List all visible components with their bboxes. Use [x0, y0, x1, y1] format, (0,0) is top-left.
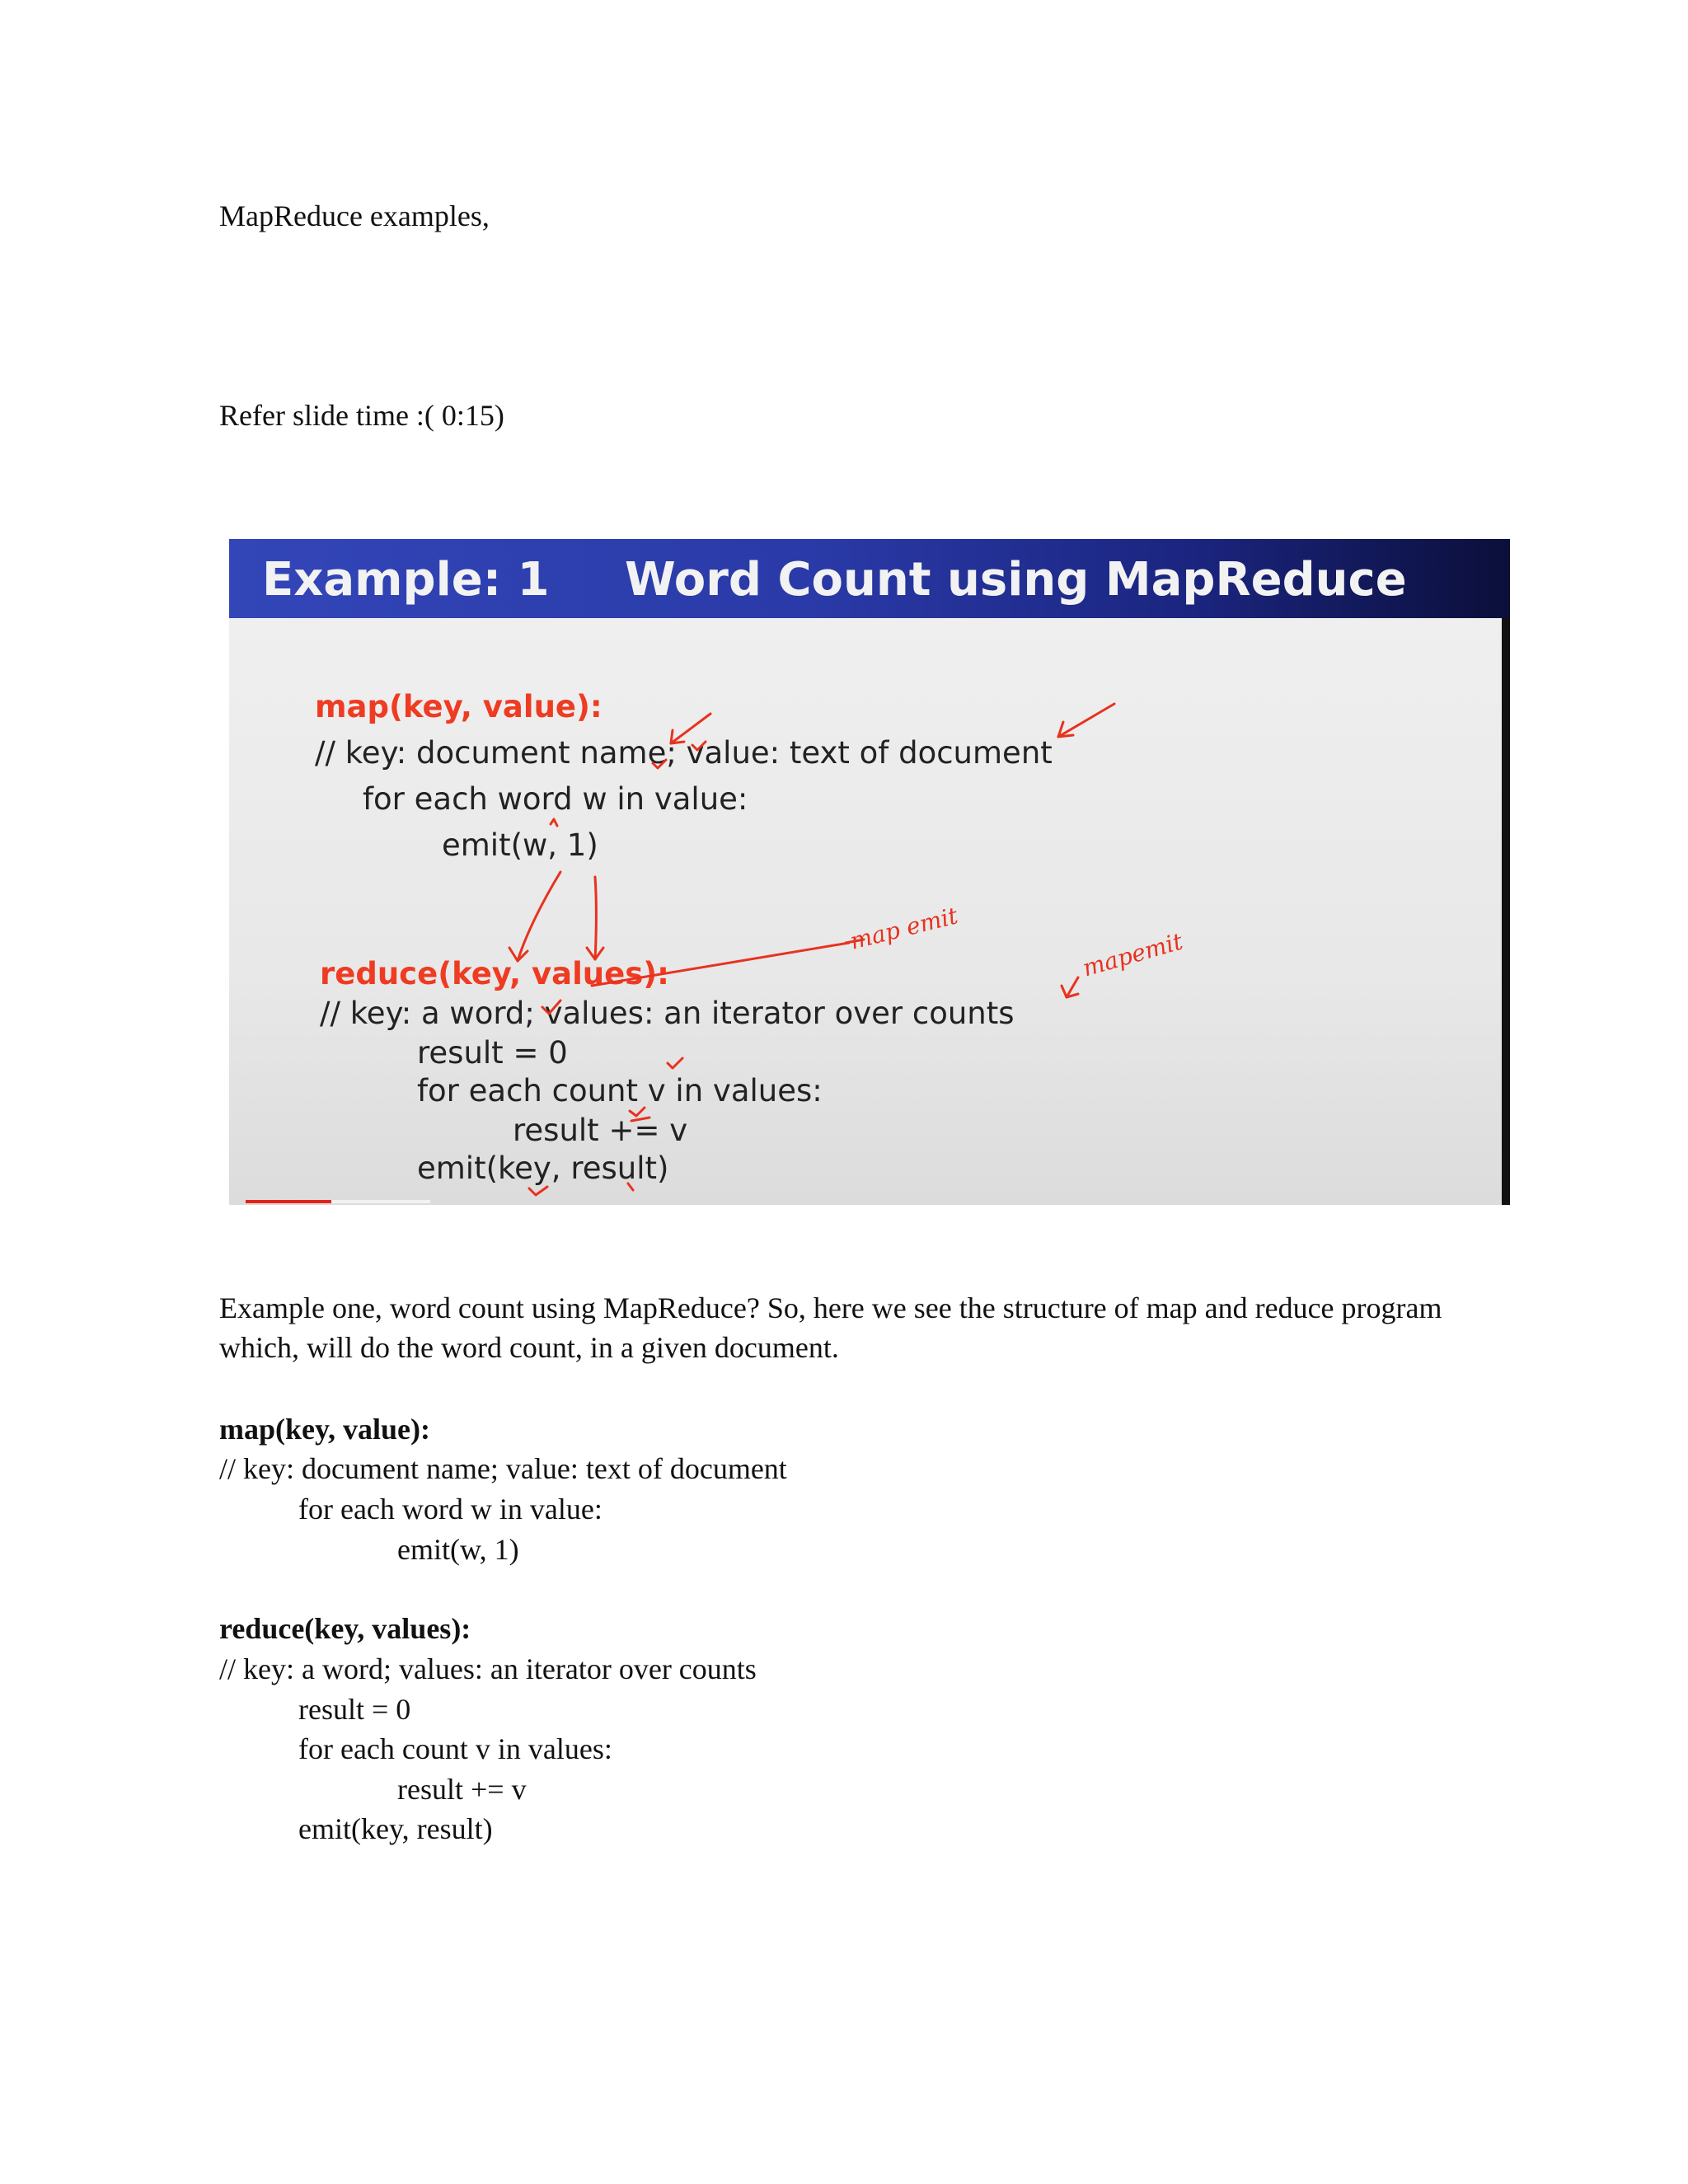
slide-reduce-add: result += v	[513, 1113, 688, 1148]
code-map-header: map(key, value):	[219, 1413, 430, 1446]
slide-title-number: Example: 1	[262, 553, 550, 607]
slide-reduce-loop: for each count v in values:	[417, 1073, 823, 1108]
code-reduce-header: reduce(key, values):	[219, 1612, 471, 1645]
slide-map-loop: for each word w in value:	[363, 781, 748, 817]
slide-right-border	[1502, 618, 1510, 1205]
slide-reduce-init: result = 0	[417, 1035, 568, 1071]
slide-map-header: map(key, value):	[315, 689, 603, 724]
document-heading: MapReduce examples,	[219, 199, 490, 232]
intro-paragraph: Example one, word count using MapReduce? So, here we see the structure of map and reduce program which, will do the word count, in a given document.	[219, 1291, 1442, 1364]
slide-time-reference: Refer slide time :( 0:15)	[219, 399, 504, 432]
lecture-slide-image	[229, 539, 1510, 1205]
code-reduce-add: result += v	[397, 1773, 527, 1806]
handnote-mapemit: mapemit	[1079, 927, 1186, 982]
code-reduce-emit: emit(key, result)	[298, 1812, 493, 1845]
video-progress-bar	[246, 1200, 331, 1203]
slide-title-bar	[229, 539, 1510, 618]
slide-map-emit: emit(w, 1)	[442, 827, 598, 863]
slide-reduce-comment: // key: a word; values: an iterator over counts	[320, 996, 1015, 1031]
code-reduce-comment: // key: a word; values: an iterator over counts	[219, 1652, 757, 1685]
video-progress-buffer	[331, 1200, 430, 1203]
code-map-loop: for each word w in value:	[298, 1493, 603, 1526]
code-reduce-loop: for each count v in values:	[298, 1732, 612, 1765]
code-map-comment: // key: document name; value: text of document	[219, 1452, 787, 1485]
slide-title: Word Count using MapReduce	[625, 553, 1407, 607]
code-reduce-init: result = 0	[298, 1693, 411, 1726]
code-map-emit: emit(w, 1)	[397, 1533, 519, 1566]
slide-map-comment: // key: document name; value: text of document	[315, 735, 1053, 771]
slide-reduce-header: reduce(key, values):	[320, 956, 669, 991]
handnote-map-emit: map emit	[846, 902, 961, 955]
slide-reduce-emit: emit(key, result)	[417, 1151, 669, 1186]
